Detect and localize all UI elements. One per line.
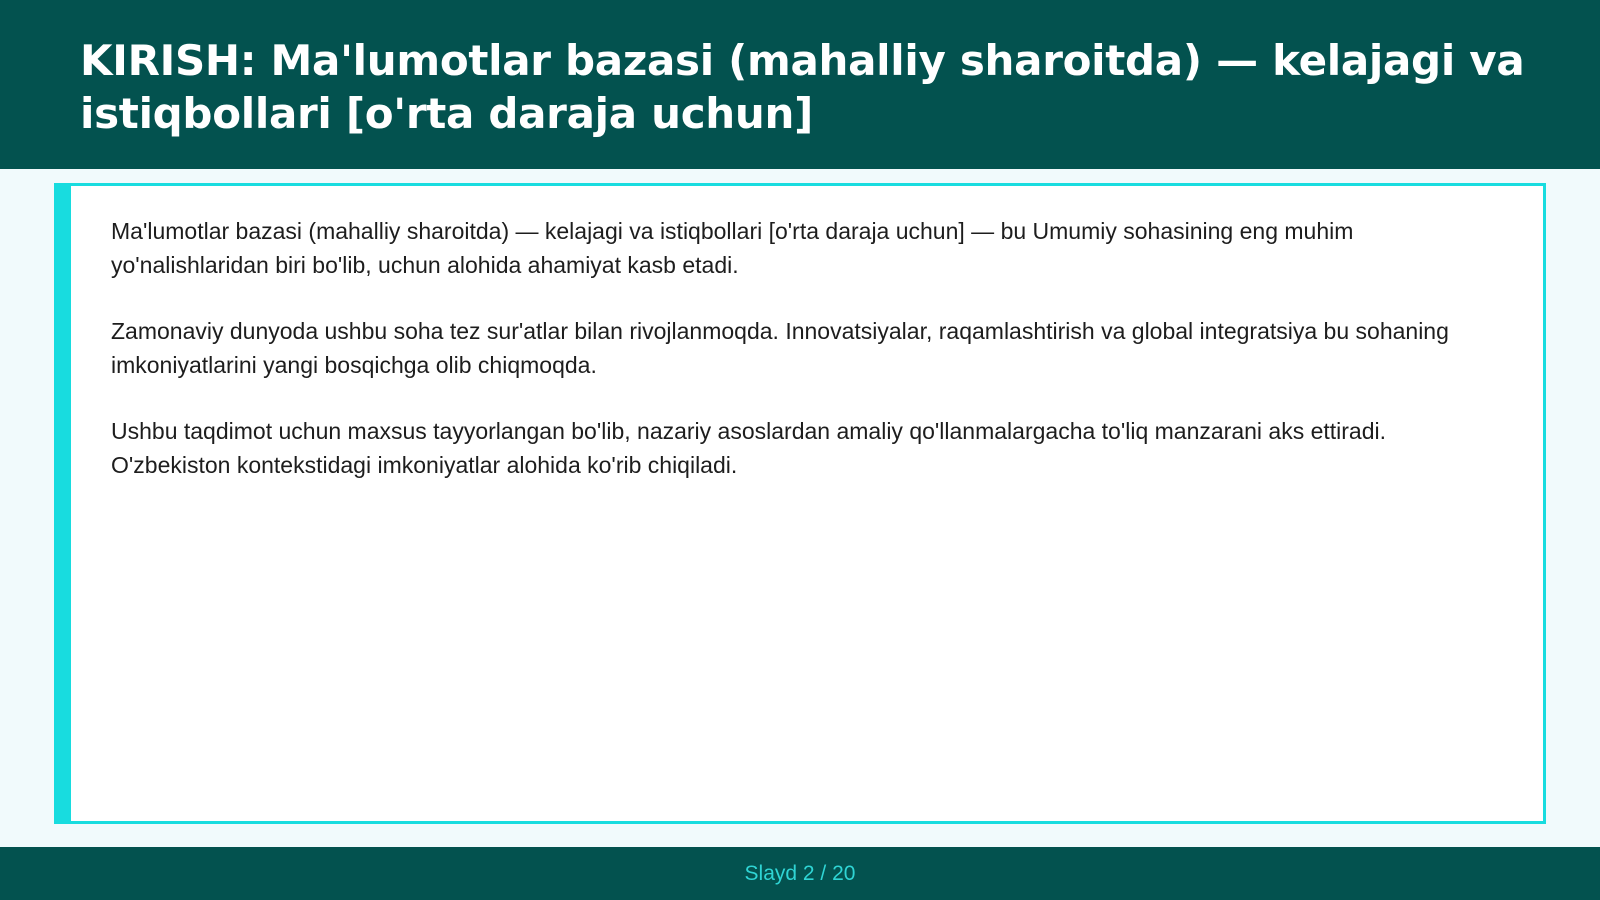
slide-counter: Slayd 2 / 20 — [744, 862, 856, 885]
intro-paragraph: Ma'lumotlar bazasi (mahalliy sharoitda) — kelajagi va istiqbollari [o'rta daraja uchun] — bu Umumiy sohasining eng muhim yo'nalishlaridan biri bo'lib, uchun alohida ahamiyat kasb etadi. — [111, 218, 1354, 278]
slide-footer — [0, 847, 1600, 900]
presentation-scope-paragraph: Ushbu taqdimot uchun maxsus tayyorlangan bo'lib, nazariy asoslardan amaliy qo'llanmalargacha to'liq manzarani aks ettiradi. O'zbekiston kontekstidagi imkoniyatlar alohida ko'rib chiqiladi. — [111, 418, 1387, 478]
slide-header — [0, 0, 1600, 169]
content-card — [54, 183, 1546, 824]
slide-title: KIRISH: Ma'lumotlar bazasi (mahalliy sharoitda) — kelajagi va istiqbollari [o'rta daraja uchun] — [80, 36, 1525, 138]
modern-world-paragraph: Zamonaviy dunyoda ushbu soha tez sur'atlar bilan rivojlanmoqda. Innovatsiyalar, raqamlashtirish va global integratsiya bu sohaning imkoniyatlarini yangi bosqichga olib chiqmoqda. — [111, 318, 1449, 378]
